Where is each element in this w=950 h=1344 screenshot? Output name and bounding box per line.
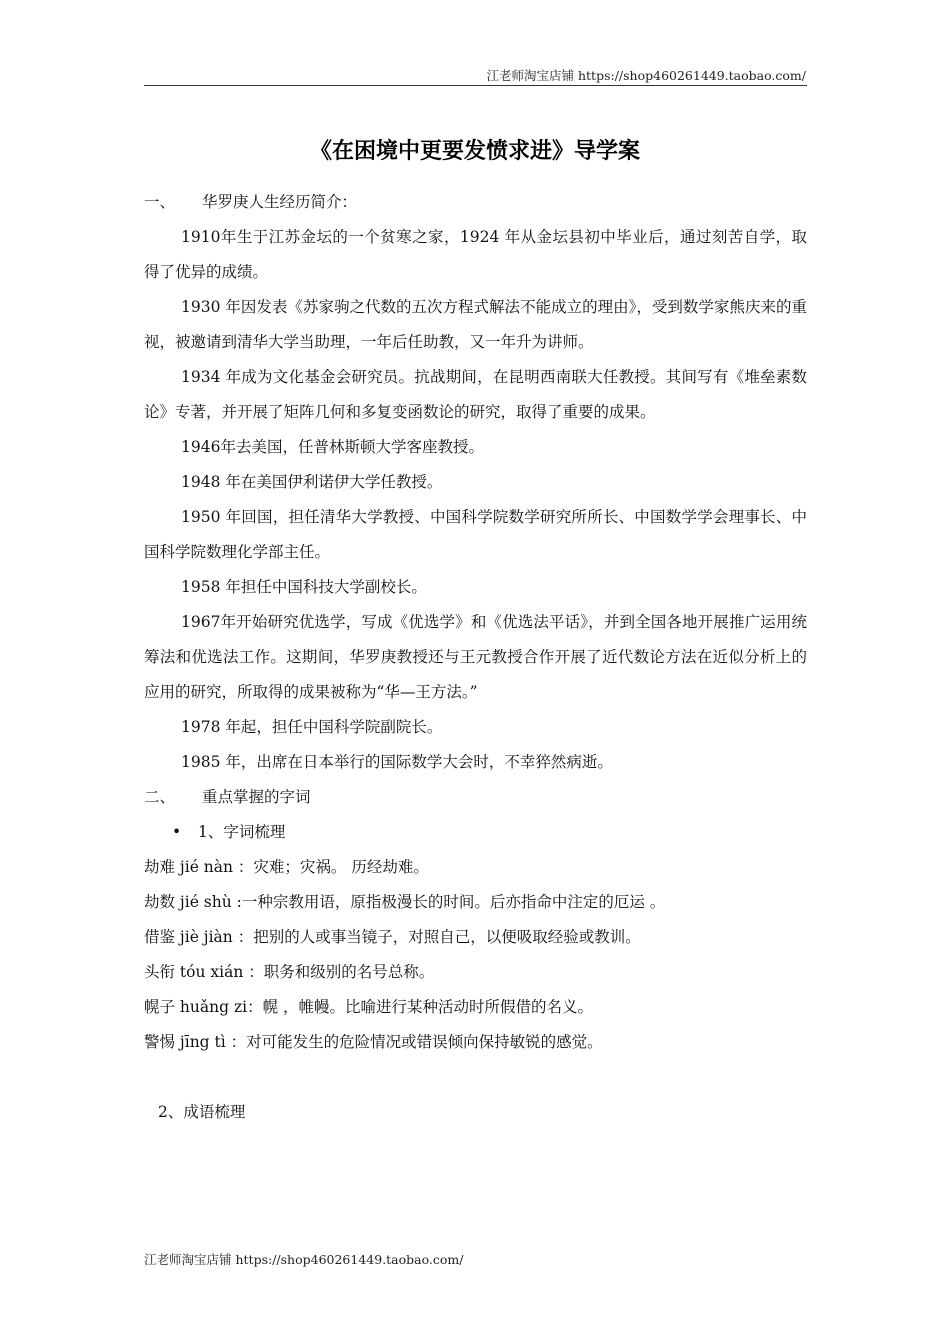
bullet-icon: •: [172, 823, 182, 841]
document-title: 《在困境中更要发愤求进》导学案: [309, 139, 640, 164]
paragraph: 1978 年起，担任中国科学院副院长。: [181, 718, 443, 736]
word-entry: 幌子 huǎng zi：幌 ，帷幔。比喻进行某种活动时所假借的名义。: [144, 998, 594, 1016]
subsection-label: 1、字词梳理: [198, 823, 286, 841]
subsection-heading: 2、成语梳理: [158, 1103, 246, 1121]
section-number: 二、: [144, 788, 176, 806]
subsection-heading: [144, 815, 807, 850]
paragraph: 1958 年担任中国科技大学副校长。: [181, 578, 427, 596]
page-header: 江老师淘宝店铺 https://shop460261449.taobao.com/: [486, 68, 806, 83]
section-heading-2: [144, 780, 807, 815]
word-entry: 劫难 jié nàn ：灾难；灾祸。 历经劫难。: [144, 858, 429, 876]
word-entry: 警惕 jīng tì ：对可能发生的危险情况或错误倾向保持敏锐的感觉。: [144, 1033, 603, 1051]
page-footer: 江老师淘宝店铺 https://shop460261449.taobao.com/: [144, 1252, 464, 1267]
paragraph: 1910年生于江苏金坛的一个贫寒之家，1924 年从金坛县初中毕业后，通过刻苦自学，取得了优异的成绩。: [144, 228, 807, 281]
blank-line: [144, 1060, 807, 1095]
paragraph: 1948 年在美国伊利诺伊大学任教授。: [181, 473, 443, 491]
paragraph: 1946年去美国，任普林斯顿大学客座教授。: [181, 438, 484, 456]
paragraph: 1930 年因发表《苏家驹之代数的五次方程式解法不能成立的理由》，受到数学家熊庆来的重视，被邀请到清华大学当助理，一年后任助教，又一年升为讲师。: [144, 298, 807, 351]
paragraph: 1985 年，出席在日本举行的国际数学大会时，不幸猝然病逝。: [181, 753, 613, 771]
word-entry: 劫数 jié shù :一种宗教用语，原指极漫长的时间。后亦指命中注定的厄运 。: [144, 893, 666, 911]
paragraph: 1934 年成为文化基金会研究员。抗战期间，在昆明西南联大任教授。其间写有《堆垒素数论》专著，并开展了矩阵几何和多复变函数论的研究，取得了重要的成果。: [144, 368, 807, 421]
document-body: [144, 185, 807, 1130]
word-entry: 头衔 tóu xián ：职务和级别的名号总称。: [144, 963, 435, 981]
section-title: 重点掌握的字词: [202, 788, 311, 806]
paragraph: 1950 年回国，担任清华大学教授、中国科学院数学研究所所长、中国数学学会理事长、中国科学院数理化学部主任。: [144, 508, 807, 561]
header-divider: [144, 85, 807, 86]
section-heading-1: [144, 185, 807, 220]
word-entry: 借鉴 jiè jiàn ：把别的人或事当镜子，对照自己，以便吸取经验或教训。: [144, 928, 641, 946]
section-title: 华罗庚人生经历简介：: [202, 193, 358, 211]
paragraph: 1967年开始研究优选学，写成《优选学》和《优选法平话》，并到全国各地开展推广运用统筹法和优选法工作。这期间，华罗庚教授还与王元教授合作开展了近代数论方法在近似分析上的应用的研究，所取得的成果被称为“华—王方法。”: [144, 613, 807, 701]
section-number: 一、: [144, 193, 176, 211]
